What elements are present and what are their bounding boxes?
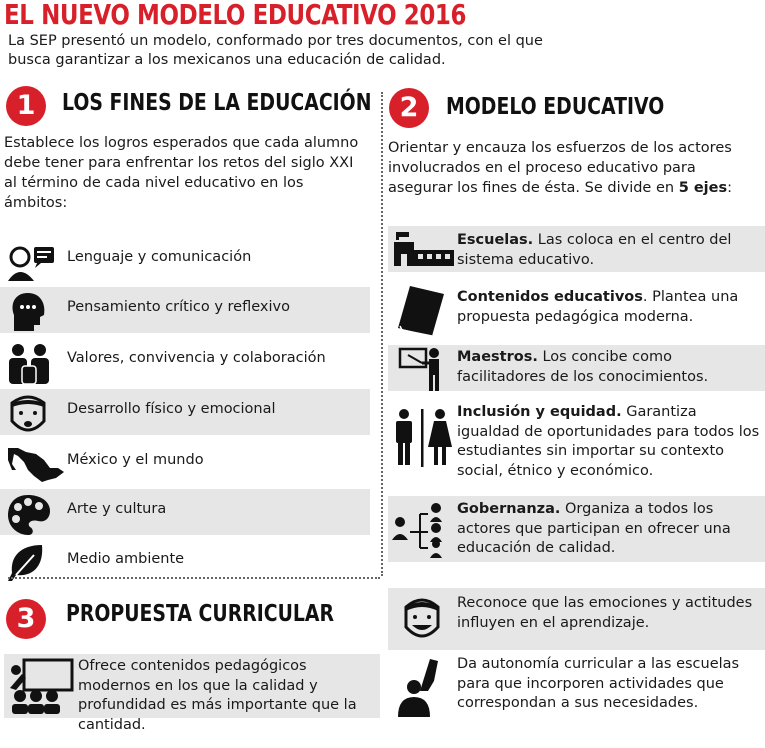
axis-item: Gobernanza. Organiza a todos los actores que participan en ofrecer una educación de calidad. [388, 496, 765, 562]
section-1-number: 1 [6, 86, 46, 126]
face-icon [6, 393, 50, 433]
list-item-label: Valores, convivencia y colaboración [67, 350, 326, 366]
page-title: EL NUEVO MODELO EDUCATIVO 2016 [4, 0, 467, 31]
section-2-title: MODELO EDUCATIVO [446, 94, 665, 120]
horizontal-divider [8, 577, 380, 579]
classroom-icon [8, 658, 74, 714]
section-2-number: 2 [389, 88, 429, 128]
list-item-label: México y el mundo [67, 452, 204, 468]
section-1-title: LOS FINES DE LA EDUCACIÓN [62, 90, 372, 116]
extra-text: Da autonomía curricular a las escuelas para que incorporen actividades que correspondan a sus necesidades. [457, 656, 740, 711]
vertical-divider [381, 92, 383, 576]
palette-icon [6, 493, 50, 533]
list-item [0, 237, 370, 283]
list-item-label: Pensamiento crítico y reflexivo [67, 299, 290, 315]
list-item [0, 287, 370, 333]
axis-item: Escuelas. Las coloca en el centro del sistema educativo. [388, 226, 765, 272]
extra-text: Reconoce que las emociones y actitudes influyen en el aprendizaje. [457, 595, 753, 631]
head-thought-icon [6, 291, 50, 331]
extra-item [388, 655, 765, 719]
school-icon [392, 232, 454, 266]
list-item [0, 389, 370, 435]
list-item [0, 440, 370, 486]
mexico-map-icon [6, 444, 50, 484]
person-speech-icon [6, 241, 50, 281]
list-item-label: Desarrollo físico y emocional [67, 401, 276, 417]
list-item-label: Lenguaje y comunicación [67, 249, 252, 265]
list-item [0, 338, 370, 384]
axis-item: Inclusión y equidad. Garantiza igualdad de oportunidades para todos los estudiantes sin importar su contexto social, étnico y económico. [388, 403, 765, 485]
section-3-title: PROPUESTA CURRICULAR [66, 601, 335, 627]
group-icon [6, 342, 50, 382]
curricular-text: Ofrece contenidos pedagógicos modernos en los que la calidad y profundidad es más importante que la cantidad. [78, 658, 357, 733]
axis-item: Contenidos educativos. Plantea una propuesta pedagógica moderna. [388, 284, 765, 340]
section-2-text: Orientar y encauza los esfuerzos de los actores involucrados en el proceso educativo para asegurar los fines de ésta. Se divide en 5 ejes: [388, 140, 732, 196]
extra-item [388, 588, 765, 650]
book-icon [396, 284, 446, 338]
axis-item: Maestros. Los concibe como facilitadores de los conocimientos. [388, 345, 765, 391]
hierarchy-icon [390, 502, 452, 558]
section-1-text: Establece los logros esperados que cada alumno debe tener para enfrentar los retos del siglo XXI al término de cada nivel educativo en los ámbitos: [4, 135, 359, 211]
teacher-icon [398, 347, 446, 391]
list-item [0, 489, 370, 535]
list-item-label: Arte y cultura [67, 501, 167, 517]
raised-hand-icon [394, 657, 446, 717]
smiling-face-icon [402, 593, 442, 645]
curricular-box [4, 654, 380, 733]
section-3-number: 3 [6, 599, 46, 639]
list-item-label: Medio ambiente [67, 551, 185, 567]
man-woman-icon [390, 409, 456, 467]
intro-text: La SEP presentó un modelo, conformado por tres documentos, con el que busca garantizar a los mexicanos una educación de calidad. [8, 33, 543, 68]
